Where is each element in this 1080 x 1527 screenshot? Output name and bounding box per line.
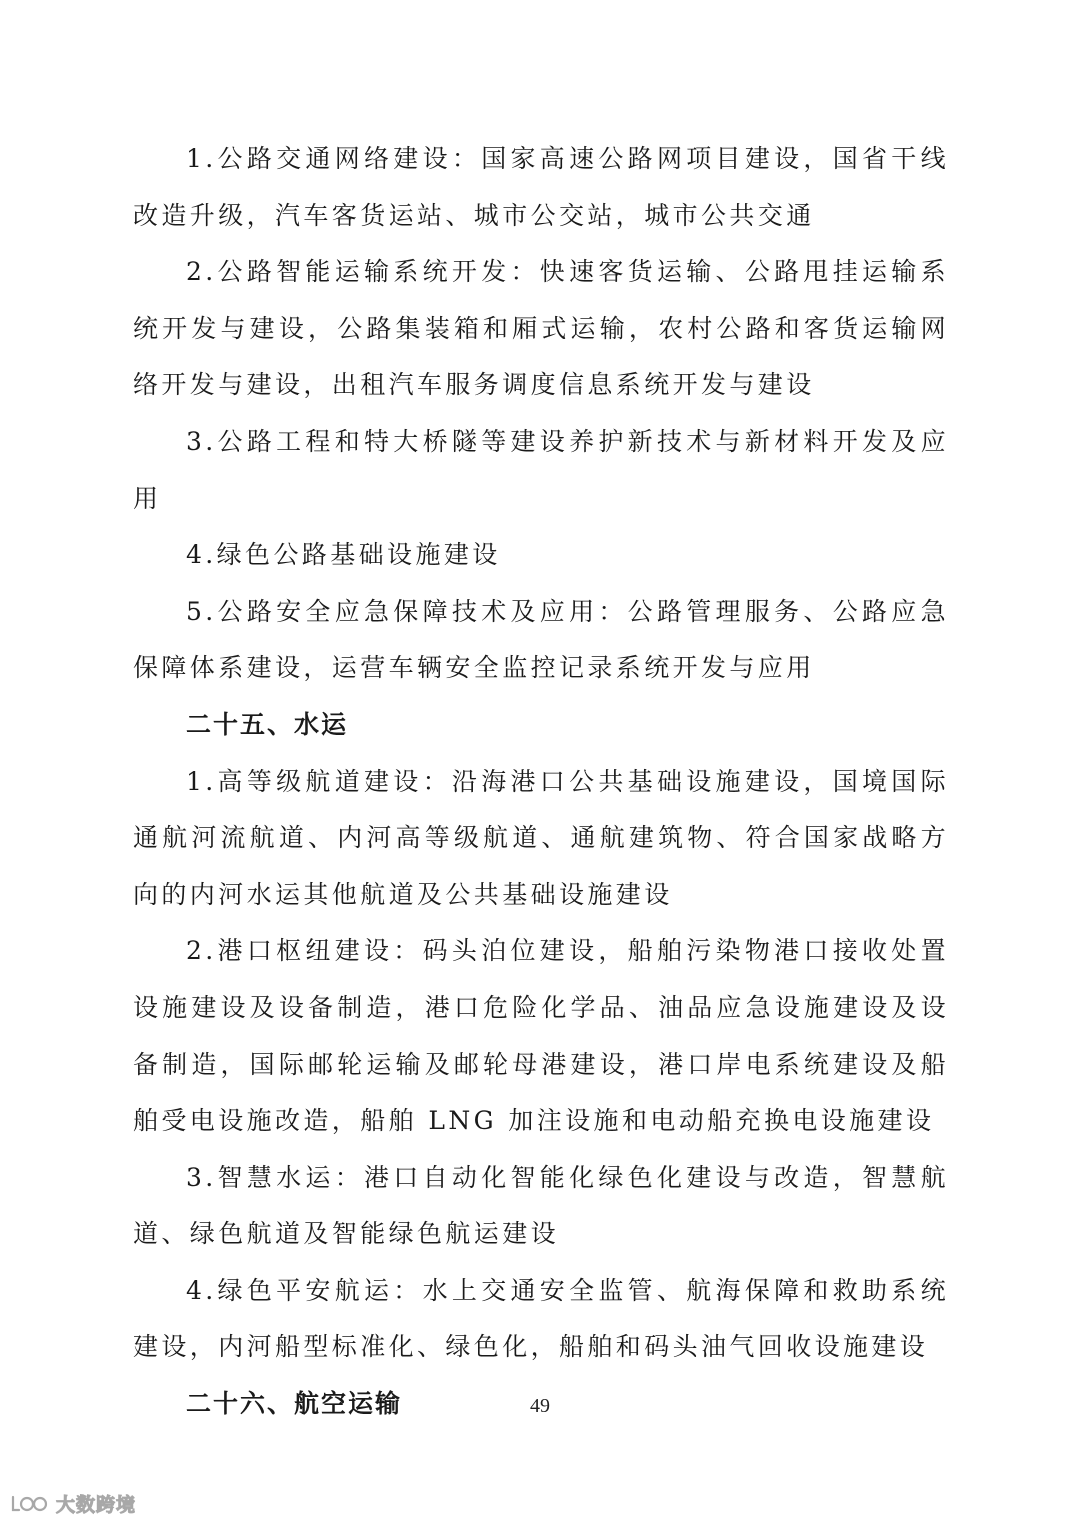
road-item-5: 5.公路安全应急保障技术及应用：公路管理服务、公路应急保障体系建设，运营车辆安全监控记录系统开发与应用 — [133, 596, 949, 683]
watermark — [10, 1490, 136, 1517]
water-item-3: 3.智慧水运：港口自动化智能化绿色化建设与改造，智慧航道、绿色航道及智能绿色航运建设 — [133, 1162, 949, 1249]
water-item-2: 2.港口枢纽建设：码头泊位建设，船舶污染物港口接收处置设施建设及设备制造，港口危险化学品、油品应急设施建设及设备制造，国际邮轮运输及邮轮母港建设，港口岸电系统建设及船舶受电设施改造，船舶 LNG 加注设施和电动船充换电设施建设 — [133, 936, 949, 1136]
road-item-4: 4.绿色公路基础设施建设 — [186, 540, 501, 570]
water-item-1: 1.高等级航道建设：沿海港口公共基础设施建设，国境国际通航河流航道、内河高等级航道、通航建筑物、符合国家战略方向的内河水运其他航道及公共基础设施建设 — [133, 766, 949, 909]
document-body — [133, 131, 949, 1433]
road-item-2: 2.公路智能运输系统开发：快速客货运输、公路甩挂运输系统开发与建设，公路集装箱和厢式运输，农村公路和客货运输网络开发与建设，出租汽车服务调度信息系统开发与建设 — [133, 257, 949, 400]
watermark-text: 大数跨境 — [56, 1494, 137, 1516]
section-heading-air-transport: 二十六、航空运输 — [186, 1389, 403, 1419]
road-item-1: 1.公路交通网络建设：国家高速公路网项目建设，国省干线改造升级，汽车客货运站、城市公交站，城市公共交通 — [133, 144, 949, 230]
water-item-4: 4.绿色平安航运：水上交通安全监管、航海保障和救助系统建设，内河船型标准化、绿色化，船舶和码头油气回收设施建设 — [133, 1275, 949, 1362]
dashuju-logo-icon — [10, 1493, 50, 1515]
page-number: 49 — [530, 1395, 550, 1417]
road-item-3: 3.公路工程和特大桥隧等建设养护新技术与新材料开发及应用 — [133, 426, 949, 513]
section-heading-water-transport: 二十五、水运 — [186, 709, 349, 739]
